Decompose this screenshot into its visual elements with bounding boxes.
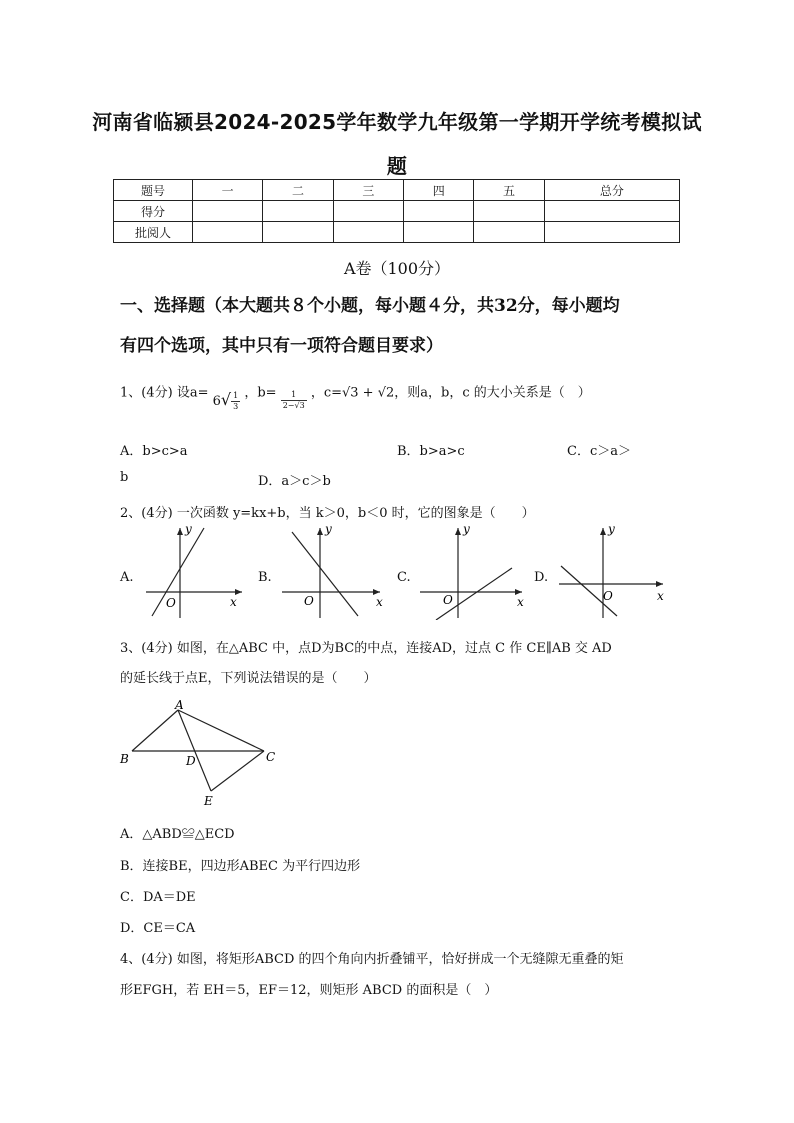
point-b-label: B xyxy=(120,752,129,766)
q1-option-c-continued: b xyxy=(120,470,129,485)
table-header-cell: 总分 xyxy=(544,180,679,201)
q2-graph-a xyxy=(138,520,248,620)
table-cell xyxy=(474,201,544,222)
x-axis-label: x xyxy=(376,595,383,609)
table-cell xyxy=(404,201,474,222)
q3-triangle-figure xyxy=(114,697,284,809)
question-1-a-expression xyxy=(213,390,241,412)
y-axis-label: y xyxy=(463,522,470,536)
x-axis-label: x xyxy=(230,595,237,609)
table-cell xyxy=(333,201,403,222)
table-cell xyxy=(193,222,263,243)
section-heading: 一、选择题（本大题共８个小题，每小题４分，共32分，每小题均 xyxy=(120,296,620,316)
table-cell xyxy=(263,222,333,243)
point-e-label: E xyxy=(204,794,213,808)
b-numerator: 1 xyxy=(281,390,307,401)
table-cell xyxy=(333,222,403,243)
q2-option-b-label: B. xyxy=(258,570,272,585)
origin-label: O xyxy=(603,589,613,603)
q2-graph-b xyxy=(276,520,386,620)
q2-option-a-label: A. xyxy=(120,570,134,585)
x-axis-label: x xyxy=(657,589,664,603)
y-axis-label: y xyxy=(325,522,332,536)
table-cell xyxy=(193,201,263,222)
score-table xyxy=(113,179,680,243)
question-2: 2、(4分) 一次函数 y=kx+b，当 k＞0，b＜0 时，它的图象是（ ） xyxy=(120,506,535,521)
a-denominator: 3 xyxy=(233,402,239,411)
function-line xyxy=(292,532,358,616)
section-heading-continued: 有四个选项，其中只有一项符合题目要求） xyxy=(120,336,443,356)
q2-graph-d xyxy=(553,520,668,620)
question-3-line-1: 3、(4分) 如图，在△ABC 中，点D为BC的中点，连接AD，过点 C 作 CE∥AB 交 AD xyxy=(120,641,612,656)
b-fraction xyxy=(281,390,307,411)
table-cell xyxy=(404,222,474,243)
q3-option-d: D．CE＝CA xyxy=(120,921,196,936)
table-row-label: 批阅人 xyxy=(114,222,193,243)
question-1 xyxy=(120,374,591,412)
segment-ac xyxy=(178,710,264,751)
segment-ab xyxy=(132,710,178,751)
page-title-continued: 题 xyxy=(386,154,408,178)
origin-label: O xyxy=(166,596,176,610)
page-title: 河南省临颍县2024-2025学年数学九年级第一学期开学统考模拟试 xyxy=(92,110,702,134)
origin-label: O xyxy=(304,594,314,608)
question-4-line-1: 4、(4分) 如图，将矩形ABCD 的四个角向内折叠铺平，恰好拼成一个无缝隙无重叠的矩 xyxy=(120,952,624,967)
table-cell xyxy=(474,222,544,243)
question-1-b-label: ，b= xyxy=(244,385,277,401)
sqrt-icon: √ xyxy=(220,390,232,409)
a-fraction xyxy=(231,391,240,412)
table-row-label: 得分 xyxy=(114,201,193,222)
point-c-label: C xyxy=(266,750,276,764)
y-axis-arrow-icon xyxy=(455,528,461,535)
y-axis-arrow-icon xyxy=(600,528,606,535)
point-d-label: D xyxy=(186,754,196,768)
table-header-cell: 一 xyxy=(193,180,263,201)
segment-ce xyxy=(211,751,264,791)
q1-option-d: D．a＞c＞b xyxy=(258,474,331,489)
q1-option-b: B．b>a>c xyxy=(397,444,465,459)
paper-section-label: A卷（100分） xyxy=(343,259,451,278)
table-header-cell: 二 xyxy=(263,180,333,201)
score-table-header-row xyxy=(114,180,680,201)
question-1-c-label: ，c=√3 + √2，则a，b，c 的大小关系是（ ） xyxy=(310,385,591,401)
q2-option-c-label: C. xyxy=(397,570,411,585)
q1-option-a: A．b>c>a xyxy=(120,444,188,459)
q3-option-c: C．DA＝DE xyxy=(120,890,196,905)
score-table-row xyxy=(114,222,680,243)
b-denominator: 2−√3 xyxy=(282,400,305,410)
table-cell xyxy=(544,222,679,243)
score-table-row xyxy=(114,201,680,222)
x-axis-arrow-icon xyxy=(656,581,663,587)
a-coefficient: 6 xyxy=(212,394,221,409)
question-3-line-2: 的延长线于点E，下列说法错误的是（ ） xyxy=(120,671,377,686)
question-1-prefix: 1、(4分) 设a= xyxy=(120,385,209,401)
table-header-cell: 三 xyxy=(333,180,403,201)
x-axis-label: x xyxy=(517,595,524,609)
q3-option-a: A．△ABD≌△ECD xyxy=(120,827,235,842)
point-a-label: A xyxy=(175,698,184,712)
y-axis-label: y xyxy=(185,522,192,536)
q3-option-b: B．连接BE，四边形ABEC 为平行四边形 xyxy=(120,859,361,874)
question-4-line-2: 形EFGH，若 EH＝5，EF＝12，则矩形 ABCD 的面积是（ ） xyxy=(120,983,498,998)
y-axis-arrow-icon xyxy=(317,528,323,535)
a-numerator: 1 xyxy=(233,391,239,400)
y-axis-label: y xyxy=(608,522,615,536)
q2-graph-c xyxy=(414,520,529,620)
y-axis-arrow-icon xyxy=(177,528,183,535)
origin-label: O xyxy=(443,593,453,607)
q1-option-c: C．c＞a＞ xyxy=(567,444,631,459)
table-header-cell: 四 xyxy=(404,180,474,201)
table-cell xyxy=(263,201,333,222)
table-cell xyxy=(544,201,679,222)
q2-option-d-label: D. xyxy=(534,570,549,585)
table-header-cell: 五 xyxy=(474,180,544,201)
function-line xyxy=(152,528,204,616)
table-header-cell: 题号 xyxy=(114,180,193,201)
